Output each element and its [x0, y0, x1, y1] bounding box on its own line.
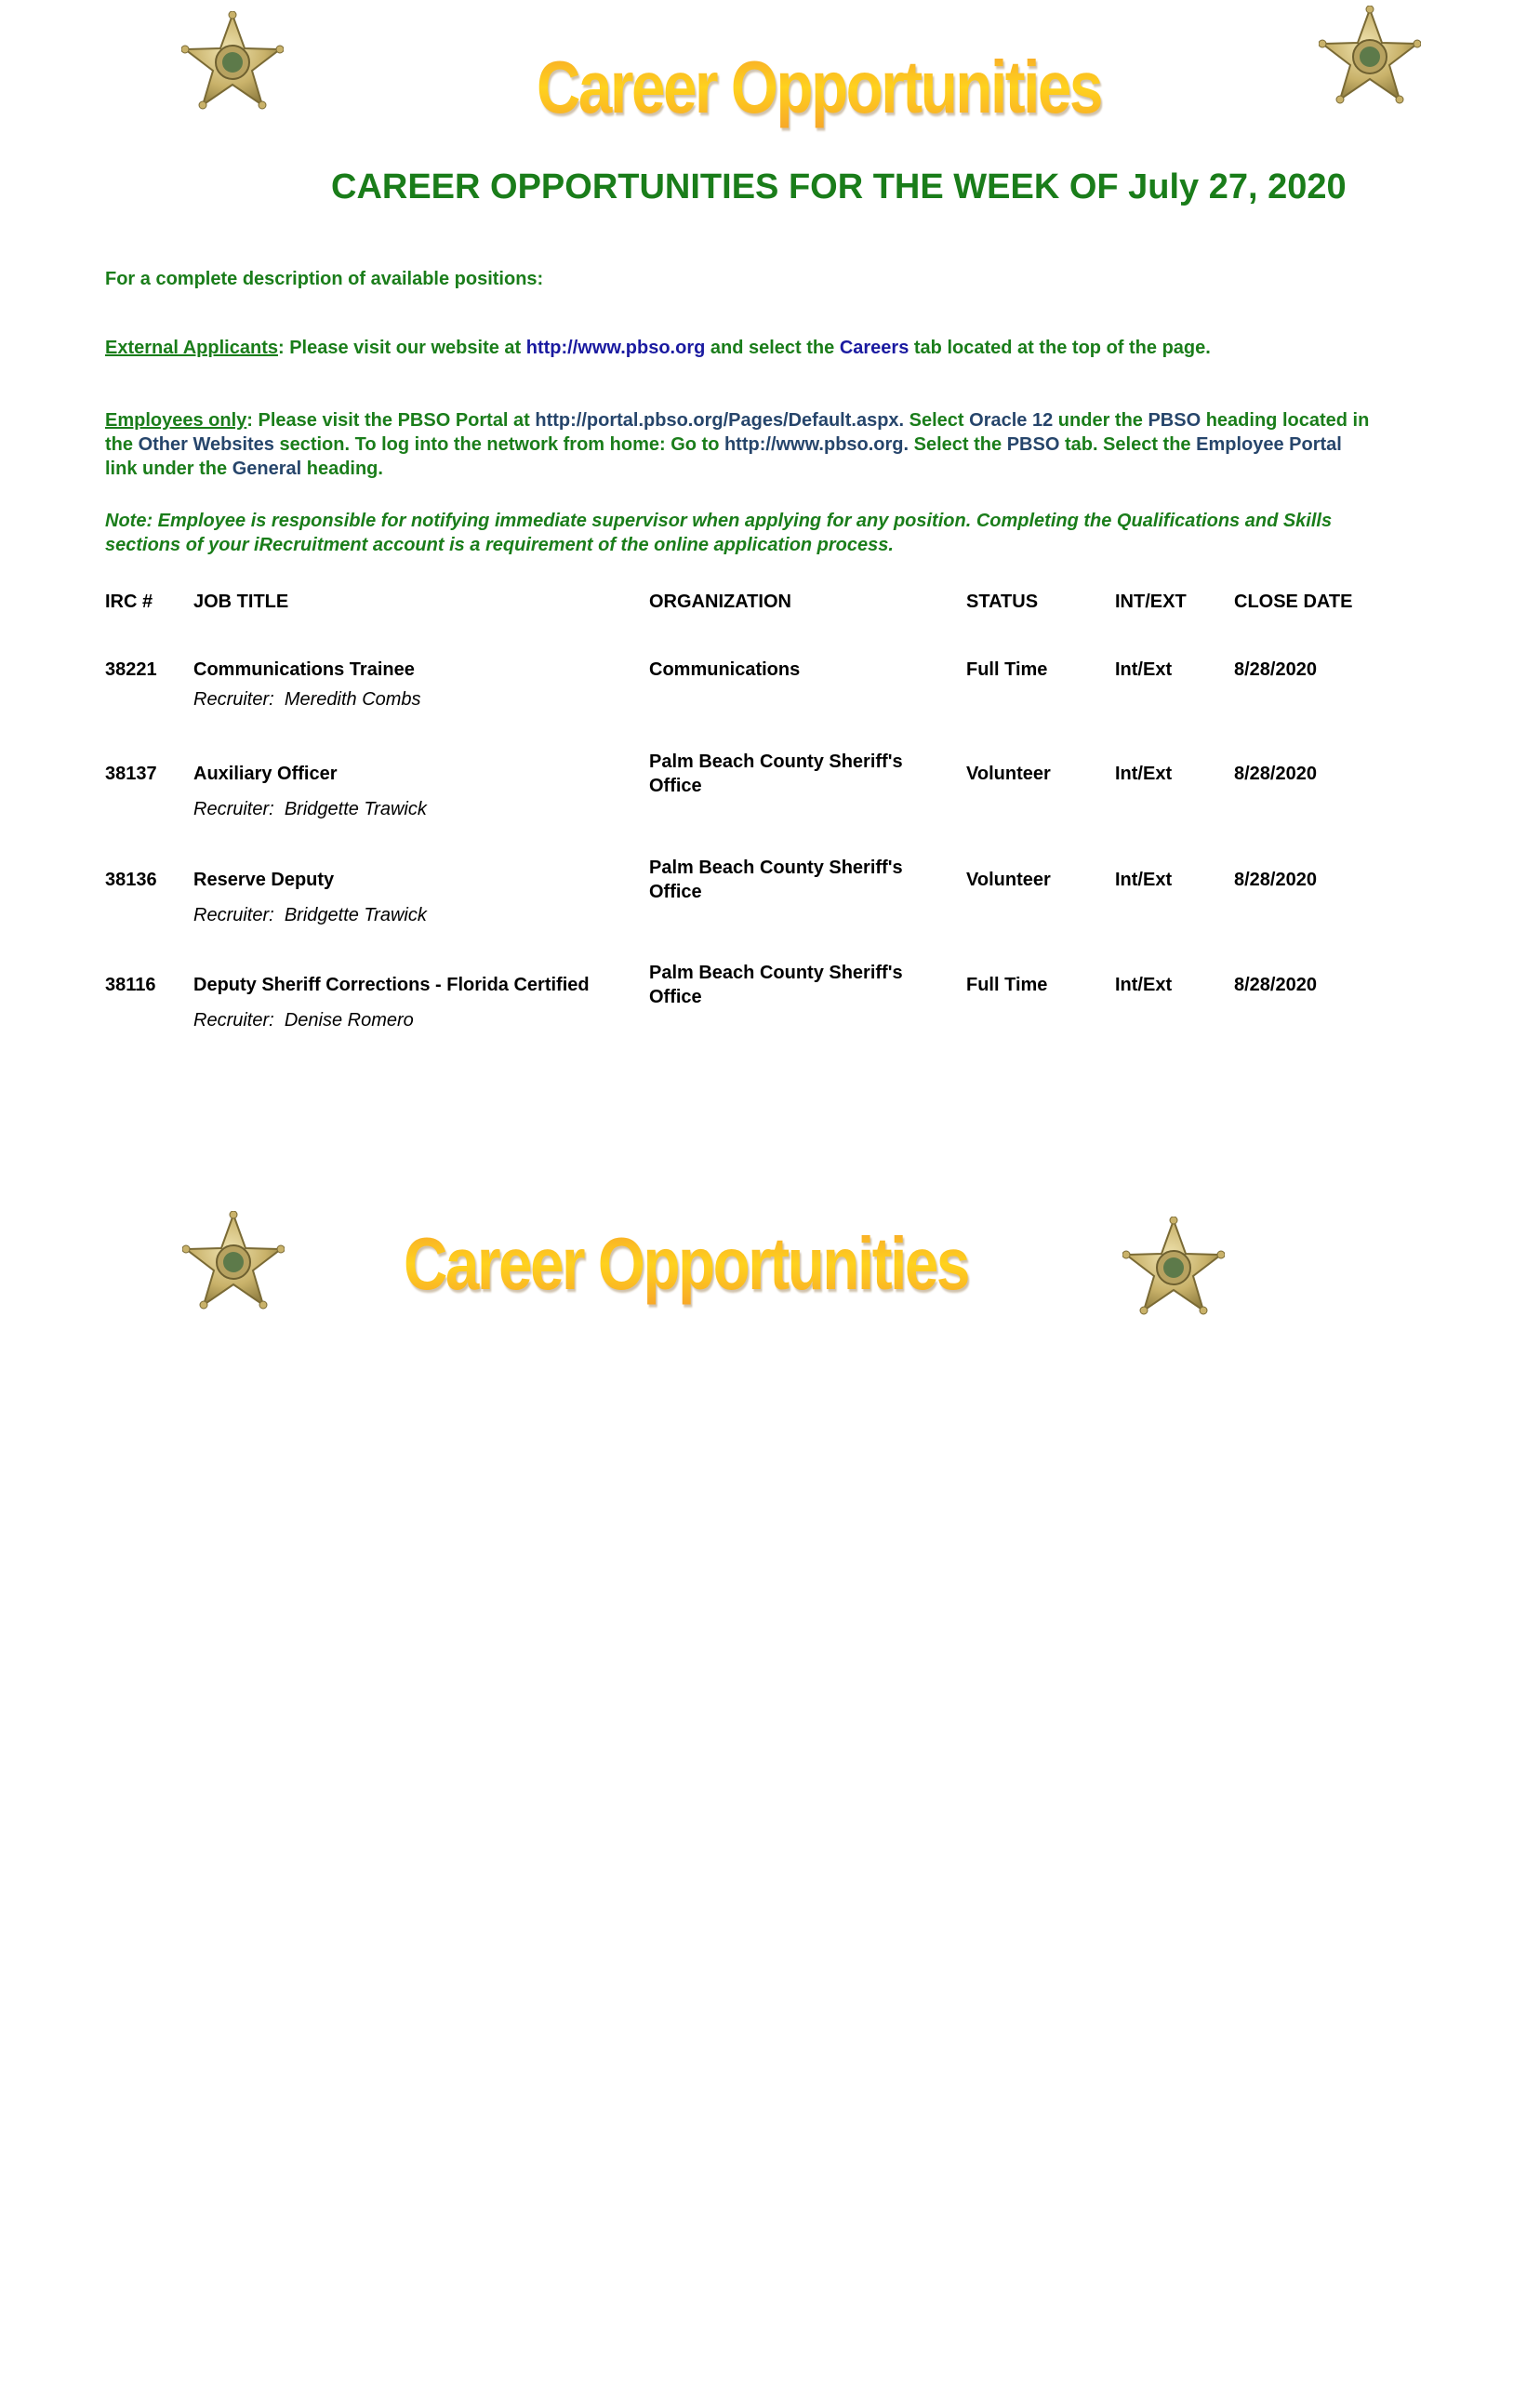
- header-job-title: JOB TITLE: [193, 592, 289, 612]
- note-text: Note: Employee is responsible for notifying immediate supervisor when applying for any position. Completing the Qualifications and Skills sections of your iRecruitment account is a requirement of the online application process.: [105, 511, 1333, 555]
- irc-number: 38221: [105, 659, 157, 680]
- intro-text: For a complete description of available positions:: [105, 269, 544, 289]
- sheriff-star-badge-icon: [182, 1211, 285, 1313]
- careers-tab-link[interactable]: Careers: [839, 338, 909, 358]
- status: Full Time: [966, 975, 1048, 995]
- irc-number: 38136: [105, 870, 157, 890]
- irc-number: 38116: [105, 975, 156, 995]
- int-ext: Int/Ext: [1115, 870, 1173, 890]
- int-ext: Int/Ext: [1115, 764, 1173, 784]
- job-title[interactable]: Communications Trainee: [193, 659, 415, 680]
- irc-number: 38137: [105, 764, 157, 784]
- organization: Communications: [649, 659, 801, 680]
- header-int-ext: INT/EXT: [1115, 592, 1187, 612]
- organization: Palm Beach County Sheriff's Office: [649, 752, 903, 796]
- sheriff-star-badge-icon: [1319, 6, 1421, 108]
- recruiter: Recruiter: Meredith Combs: [193, 689, 421, 710]
- job-title[interactable]: Auxiliary Officer: [193, 764, 338, 784]
- pbso-portal-link[interactable]: http://portal.pbso.org/Pages/Default.aspx.: [535, 410, 905, 431]
- status: Volunteer: [966, 764, 1051, 784]
- status: Full Time: [966, 659, 1048, 680]
- employees-only-label: Employees only: [105, 410, 247, 431]
- external-applicants-label: External Applicants: [105, 338, 278, 358]
- sheriff-star-badge-icon: [181, 11, 284, 113]
- employees-only-paragraph: Employees only: Please visit the PBSO Portal at http://portal.pbso.org/Pages/Default.aspx. Select Oracle 12 under the PBSO heading located in the Other Websites section. To log into the network from home: Go to http://www.pbso.org. Select the PBSO tab. Select the Employee Portal link under the General heading.: [105, 410, 1370, 479]
- int-ext: Int/Ext: [1115, 659, 1173, 680]
- close-date: 8/28/2020: [1234, 659, 1317, 680]
- header-organization: ORGANIZATION: [649, 592, 791, 612]
- close-date: 8/28/2020: [1234, 870, 1317, 890]
- int-ext: Int/Ext: [1115, 975, 1173, 995]
- organization: Palm Beach County Sheriff's Office: [649, 963, 903, 1007]
- recruiter: Recruiter: Bridgette Trawick: [193, 905, 427, 925]
- pbso-site-link[interactable]: http://www.pbso.org.: [724, 434, 909, 455]
- career-opportunities-banner: Career Opportunities: [537, 46, 1101, 128]
- job-title[interactable]: Deputy Sheriff Corrections - Florida Certified: [193, 975, 590, 995]
- close-date: 8/28/2020: [1234, 764, 1317, 784]
- external-applicants-paragraph: External Applicants: Please visit our website at http://www.pbso.org and select the Careers tab located at the top of the page.: [105, 338, 1211, 358]
- organization: Palm Beach County Sheriff's Office: [649, 858, 903, 902]
- header-status: STATUS: [966, 592, 1039, 612]
- recruiter: Recruiter: Denise Romero: [193, 1010, 414, 1031]
- page-title: CAREER OPPORTUNITIES FOR THE WEEK OF July 27, 2020: [331, 167, 1347, 206]
- job-title[interactable]: Reserve Deputy: [193, 870, 335, 890]
- recruiter: Recruiter: Bridgette Trawick: [193, 799, 427, 819]
- career-opportunities-banner: Career Opportunities: [404, 1222, 968, 1305]
- status: Volunteer: [966, 870, 1051, 890]
- sheriff-star-badge-icon: [1122, 1217, 1225, 1319]
- header-irc: IRC #: [105, 592, 153, 612]
- close-date: 8/28/2020: [1234, 975, 1317, 995]
- pbso-website-link[interactable]: http://www.pbso.org: [525, 338, 706, 358]
- header-close-date: CLOSE DATE: [1234, 592, 1353, 612]
